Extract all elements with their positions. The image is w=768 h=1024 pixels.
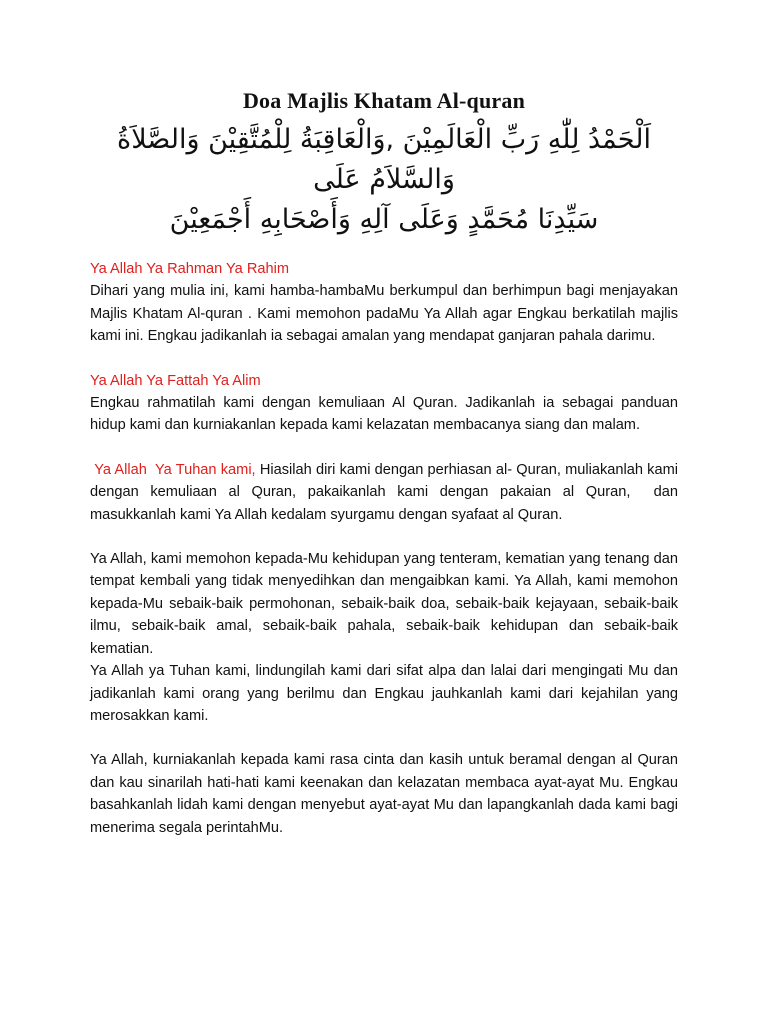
section-tuhan (90, 459, 683, 526)
paragraph-cinta-quran: Ya Allah, kurniakanlah kepada kami rasa cinta dan kasih untuk beramal dengan al Quran dan kau sinarilah hati-hati kami keenakan dan kelazatan membaca ayat-ayat Mu. Engkau basahkanlah lidah kami dengan menyebut ayat-ayat Mu dan lapangkanlah dada kami bagi menerima segala perintahMu. (90, 752, 678, 836)
arabic-line-2: سَيِّدِنَا مُحَمَّدٍ وَعَلَى آلِهِ وَأَصْحَابِهِ أَجْمَعِيْنَ (169, 204, 599, 235)
paragraph-lindungilah: Ya Allah ya Tuhan kami, lindungilah kami dari sifat alpa dan lalai dari mengingati Mu dan jadikanlah kami orang yang berilmu dan Engkau jauhkanlah kami dari kejahilan yang merosakkan kami. (90, 663, 678, 724)
document-body (90, 88, 683, 839)
section-body-rahman: Dihari yang mulia ini, kami hamba-hambaMu berkumpul dan berhimpun bagi menjayakan Majlis Khatam Al-quran . Kami memohon padaMu Ya Allah agar Engkau berkatilah majlis kami ini. Engkau jadikanlah ia sebagai amalan yang mendapat ganjaran pahala darimu. (90, 283, 678, 345)
section-body-tuhan: Hiasilah diri kami dengan perhiasan al- Quran, muliakanlah kami dengan kemuliaan al Quran, pakaikanlah kami dengan pakaian al Quran, dan masukkanlah kami Ya Allah kedalam syurgamu dengan syafaat al Quran. (90, 461, 683, 523)
paragraph-spacer (90, 348, 678, 370)
paragraph-ketenteraman: Ya Allah, kami memohon kepada-Mu kehidupan yang tenteram, kematian yang tenang dan tempat kembali yang tidak menyedihkan dan mengaibkan kami. Ya Allah, kami memohon kepada-Mu sebaik-baik permohonan, sebaik-baik doa, sebaik-baik kejayaan, sebaik-baik ilmu, sebaik-baik amal, sebaik-baik pahala, sebaik-baik kehidupan dan sebaik-baik kematian. (90, 551, 678, 657)
document-title: Doa Majlis Khatam Al-quran (242, 88, 526, 113)
section-heading-rahman: Ya Allah Ya Rahman Ya Rahim (90, 261, 290, 277)
arabic-opening (84, 120, 684, 240)
paragraph-spacer (90, 526, 678, 548)
section-body-fattah: Engkau rahmatilah kami dengan kemuliaan Al Quran. Jadikanlah ia sebagai panduan hidup kami dan kurniakanlan kepada kami kelazatan membacanya siang dan malam. (90, 395, 678, 434)
section-heading-fattah: Ya Allah Ya Fattah Ya Alim (90, 372, 261, 389)
paragraph-spacer (90, 727, 678, 749)
section-heading-tuhan: Ya Allah Ya Tuhan kami, (90, 461, 256, 478)
arabic-line-1: اَلْحَمْدُ لِلّٰهِ رَبِّ الْعَالَمِيْنَ ,وَالْعَاقِبَةُ لِلْمُتَّقِيْنَ وَالصَّلاَةُ وَالسَّلاَمُ عَلَى (117, 124, 651, 195)
paragraph-spacer (90, 437, 678, 459)
